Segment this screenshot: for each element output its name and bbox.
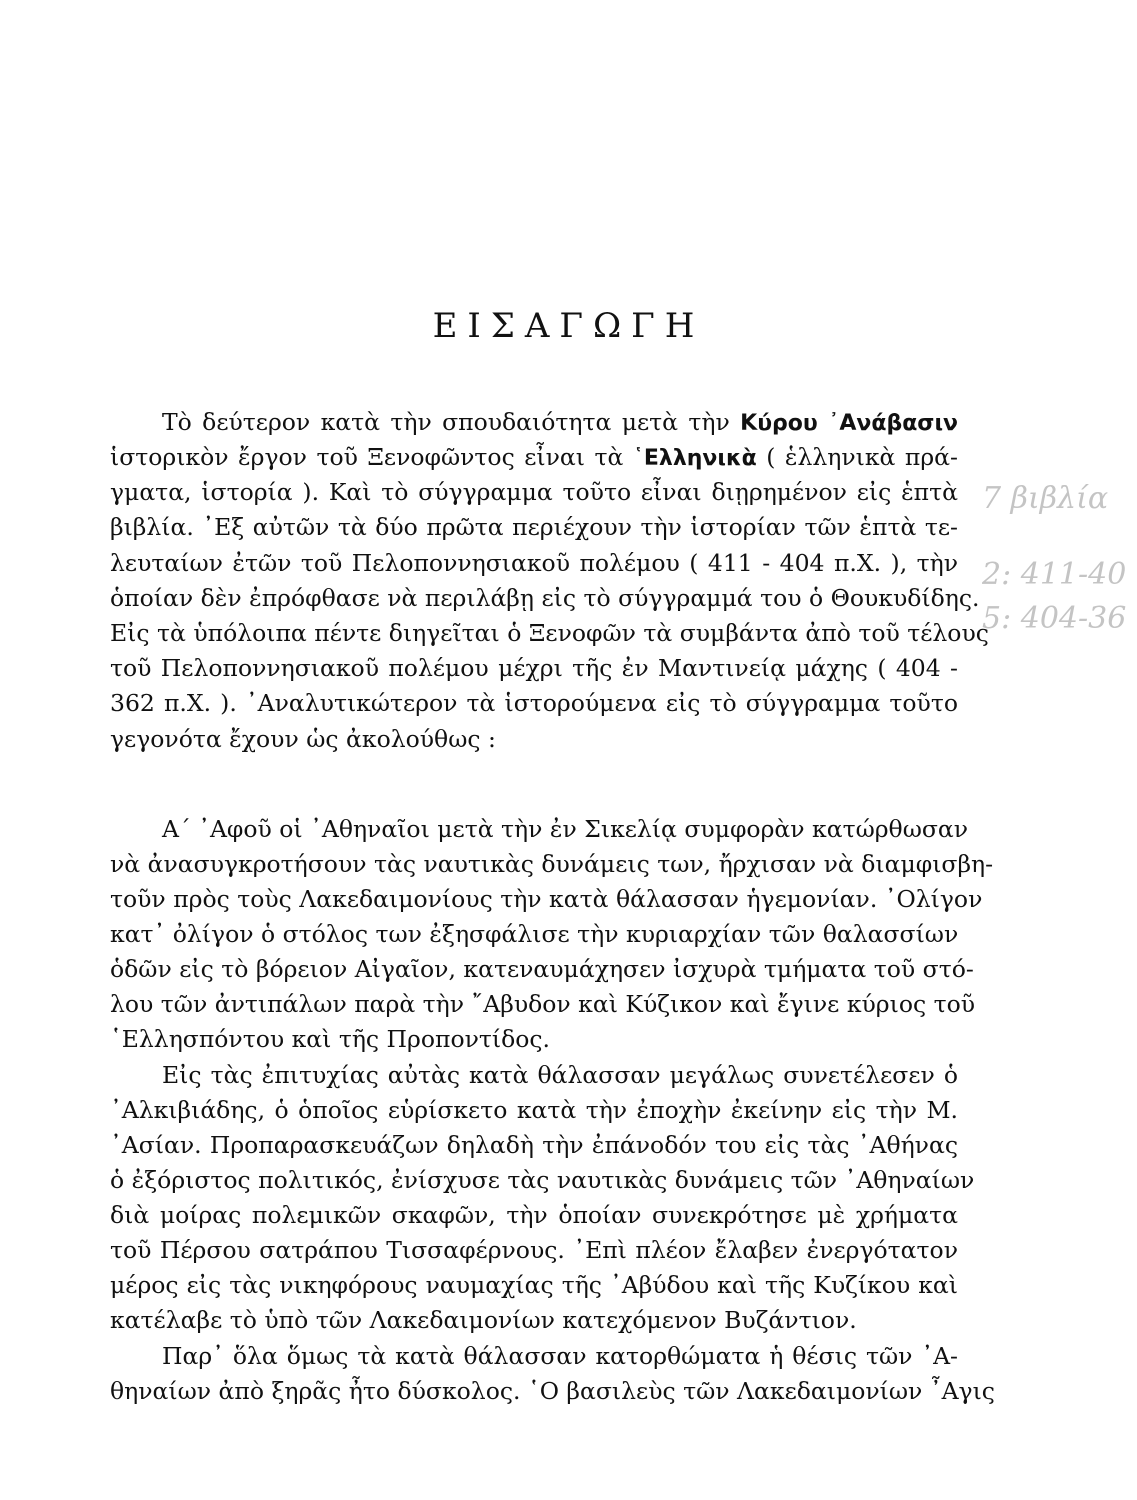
- section-a-p1-line-3: τοῦν πρὸς τοὺς Λακεδαιμονίους τὴν κατὰ θάλασσαν ἡγεμονίαν. ᾿Ολίγον: [110, 885, 983, 913]
- margin-note-3: 5: 404-36: [982, 601, 1127, 636]
- section-a-p1-line-6: λου τῶν ἀντιπάλων παρὰ τὴν ῎Αβυδον καὶ Κύζικον καὶ ἔγινε κύριος τοῦ: [110, 990, 976, 1018]
- section-a-p2-line-5: διὰ μοίρας πολεμικῶν σκαφῶν, τὴν ὁποίαν συνεκρότησε μὲ χρήματα: [110, 1201, 958, 1229]
- section-a-p3-line-2: θηναίων ἀπὸ ξηρᾶς ἦτο δύσκολος. ῾Ο βασιλεὺς τῶν Λακεδαιμονίων ῏Αγις: [110, 1377, 995, 1405]
- margin-note-1: 7 βιβλία: [982, 481, 1109, 516]
- section-a-p2-line-2: ᾿Αλκιβιάδης, ὁ ὁποῖος εὑρίσκετο κατὰ τὴν ἐποχὴν ἐκείνην εἰς τὴν Μ.: [110, 1096, 958, 1124]
- section-a-p2-line-8: κατέλαβε τὸ ὑπὸ τῶν Λακεδαιμονίων κατεχόμενον Βυζάντιον.: [110, 1306, 857, 1334]
- section-a-p2-line-4: ὁ ἐξόριστος πολιτικός, ἐνίσχυσε τὰς ναυτικὰς δυνάμεις τῶν ᾿Αθηναίων: [110, 1166, 975, 1194]
- bold-title-hellenika: ῾Ελληνικὰ: [632, 446, 757, 471]
- section-a-p1-line-2: νὰ ἀνασυγκροτήσουν τὰς ναυτικὰς δυνάμεις των, ἤρχισαν νὰ διαμφισβη-: [110, 850, 994, 878]
- bold-title-anabasis: Κύρου ᾿Ανάβασιν: [740, 411, 958, 436]
- intro-line-4: βιβλία. ᾿Εξ αὐτῶν τὰ δύο πρῶτα περιέχουν τὴν ἱστορίαν τῶν ἑπτὰ τε-: [110, 513, 958, 541]
- section-a-p2-line-1: Εἰς τὰς ἐπιτυχίας αὐτὰς κατὰ θάλασσαν μεγάλως συνετέλεσεν ὁ: [162, 1061, 958, 1089]
- intro-line-3: γματα, ἱστορία ). Καὶ τὸ σύγγραμμα τοῦτο εἶναι διῃρημένον εἰς ἑπτὰ: [110, 478, 958, 506]
- section-a-p3-line-1: Παρ᾿ ὅλα ὅμως τὰ κατὰ θάλασσαν κατορθώματα ἡ θέσις τῶν ᾿Α-: [162, 1342, 958, 1370]
- intro-line-1: [162, 405, 958, 441]
- intro-line-1-text: Τὸ δεύτερον κατὰ τὴν σπουδαιότητα μετὰ τὴν: [162, 408, 730, 436]
- section-a-p2-line-7: μέρος εἰς τὰς νικηφόρους ναυμαχίας τῆς ᾿Αβύδου καὶ τῆς Κυζίκου καὶ: [110, 1271, 958, 1299]
- section-a-p1-line-4: κατ᾿ ὀλίγον ὁ στόλος των ἐξησφάλισε τὴν κυριαρχίαν τῶν θαλασσίων: [110, 920, 959, 948]
- section-a-p1-line-1: Α΄ ᾿Αφοῦ οἱ ᾿Αθηναῖοι μετὰ τὴν ἐν Σικελίᾳ συμφορὰν κατώρθωσαν: [162, 815, 969, 843]
- section-a-p2-line-6: τοῦ Πέρσου σατράπου Τισσαφέρνους. ᾿Επὶ πλέον ἔλαβεν ἐνεργότατον: [110, 1236, 958, 1264]
- page-title: ΕΙΣΑΓΩΓΗ: [432, 306, 705, 346]
- intro-line-2-text: ἱστορικὸν ἔργον τοῦ Ξενοφῶντος εἶναι τὰ: [110, 443, 624, 471]
- section-a-p1-line-5: ὁδῶν εἰς τὸ βόρειον Αἰγαῖον, κατεναυμάχησεν ἰσχυρὰ τμήματα τοῦ στό-: [110, 955, 974, 983]
- intro-line-8: τοῦ Πελοποννησιακοῦ πολέμου μέχρι τῆς ἐν Μαντινείᾳ μάχης ( 404 -: [110, 654, 958, 682]
- margin-note-2: 2: 411-40: [982, 557, 1127, 592]
- intro-line-10: γεγονότα ἔχουν ὡς ἀκολούθως :: [110, 725, 496, 753]
- section-a-p2-line-3: ᾿Ασίαν. Προπαρασκευάζων δηλαδὴ τὴν ἐπάνοδόν του εἰς τὰς ᾿Αθήνας: [110, 1131, 958, 1159]
- intro-line-2: [110, 440, 958, 476]
- intro-line-9: 362 π.Χ. ). ᾿Αναλυτικώτερον τὰ ἱστορούμενα εἰς τὸ σύγγραμμα τοῦτο: [110, 689, 958, 717]
- intro-line-5: λευταίων ἐτῶν τοῦ Πελοποννησιακοῦ πολέμου ( 411 - 404 π.Χ. ), τὴν: [110, 549, 958, 577]
- section-a-p1-line-7: ῾Ελλησπόντου καὶ τῆς Προποντίδος.: [110, 1025, 551, 1053]
- intro-line-7: Εἰς τὰ ὑπόλοιπα πέντε διηγεῖται ὁ Ξενοφῶν τὰ συμβάντα ἀπὸ τοῦ τέλους: [110, 619, 989, 647]
- intro-line-6: ὁποίαν δὲν ἐπρόφθασε νὰ περιλάβῃ εἰς τὸ σύγγραμμά του ὁ Θουκυδίδης.: [110, 584, 980, 612]
- intro-line-2-tail: ( ἑλληνικὰ πρά-: [766, 443, 958, 471]
